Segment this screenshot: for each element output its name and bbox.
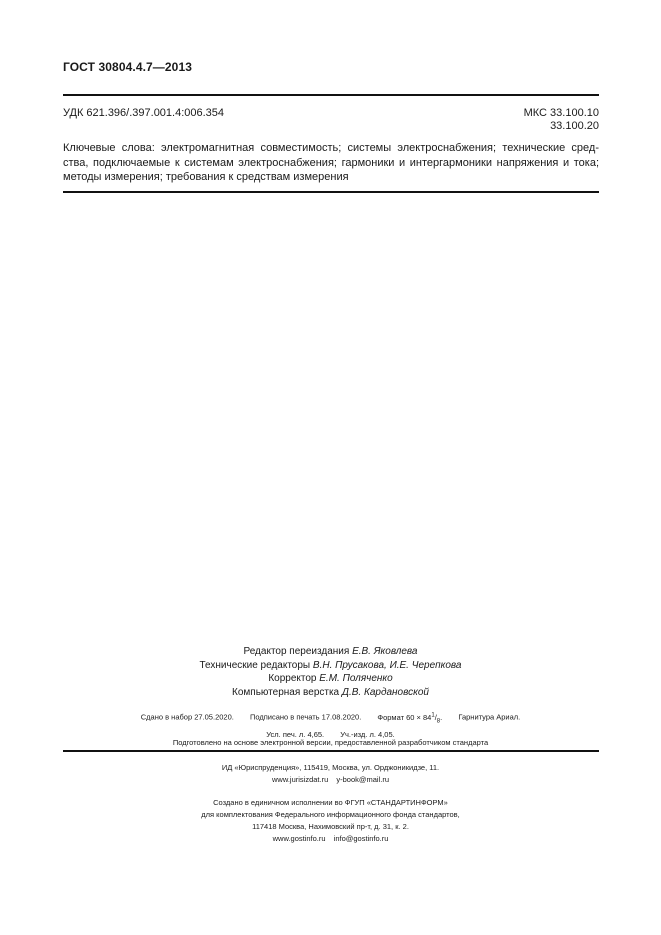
source-note: Подготовлено на основе электронной версии, предоставленной разработчиком стандарта [172, 738, 489, 747]
editor-name: Е.В. Яковлева [352, 646, 418, 657]
editor-line [0, 645, 661, 659]
layout-name: Д.В. Кардановской [341, 686, 429, 698]
produced-line: Создано в единичном исполнении во ФГУП «СТАНДАРТИНФОРМ» [213, 798, 448, 807]
print-info-line-1 [0, 709, 661, 728]
keywords-divider [63, 191, 599, 193]
mks-line: МКС 33.100.10 [523, 107, 599, 119]
publisher-block [0, 762, 661, 786]
layout-label: Компьютерная верстка [232, 686, 340, 698]
tech-editors-names: В.Н. Прусакова, И.Е. Черепкова [312, 659, 462, 671]
keywords-block [63, 141, 599, 185]
print-sheets: Усл. печ. л. 4,65. [266, 730, 325, 739]
standard-code: ГОСТ 30804.4.7—2013 [63, 60, 192, 74]
format-sub: 8 [436, 718, 441, 724]
format-prefix: Формат 60 × 84 [377, 712, 432, 722]
udk-code: УДК 621.396/.397.001.4:006.354 [63, 107, 225, 119]
typeset-date: Сдано в набор 27.05.2020. [140, 712, 234, 722]
footer-divider [63, 750, 599, 752]
produced-line: 117418 Москва, Нахимовский пр-т, д. 31, к. 2. [252, 822, 409, 831]
format-sup: 1 [431, 712, 435, 718]
gostinfo-web-link[interactable]: www.gostinfo.ru [272, 834, 326, 843]
paper-format: Формат $60 \times 84^1/_8$. [377, 712, 443, 724]
publisher-contacts [0, 774, 661, 786]
keywords-line: методы измерения; требования к средствам измерения [63, 171, 349, 183]
credits-block [0, 645, 661, 699]
publisher-email-link[interactable]: y-book@mail.ru [336, 775, 389, 784]
editor-label: Редактор переиздания [243, 646, 350, 657]
publisher-web-link[interactable]: www.jurisizdat.ru [272, 775, 329, 784]
signed-date: Подписано в печать 17.08.2020. [249, 712, 362, 722]
mks-line: 33.100.20 [550, 120, 599, 132]
corrector-name: Е.М. Поляченко [319, 673, 393, 684]
tech-editors-line [0, 659, 661, 673]
produced-line: для комплектования Федерального информационного фонда стандартов, [201, 810, 460, 819]
corrector-label: Корректор [268, 673, 317, 684]
mks-codes [524, 107, 599, 133]
produced-contacts [0, 833, 661, 845]
produced-block [0, 797, 661, 845]
print-info [0, 709, 661, 741]
top-divider [63, 94, 599, 96]
tech-editors-label: Технические редакторы [199, 659, 311, 671]
gostinfo-email-link[interactable]: info@gostinfo.ru [333, 834, 389, 843]
layout-line [0, 686, 661, 700]
corrector-line [0, 672, 661, 686]
publisher-sheets: Уч.-изд. л. 4,05. [340, 730, 395, 739]
publisher-address: ИД «Юриспруденция», 115419, Москва, ул. Орджоникидзе, 11. [221, 763, 440, 772]
font-info: Гарнитура Ариал. [458, 712, 521, 722]
keywords-line: ства, подключаемые к системам электроснабжения; гармоники и интергармоники напряжения и тока; [63, 156, 599, 169]
keywords-line: Ключевые слова: электромагнитная совместимость; системы электроснабжения; технические сред- [63, 142, 599, 154]
